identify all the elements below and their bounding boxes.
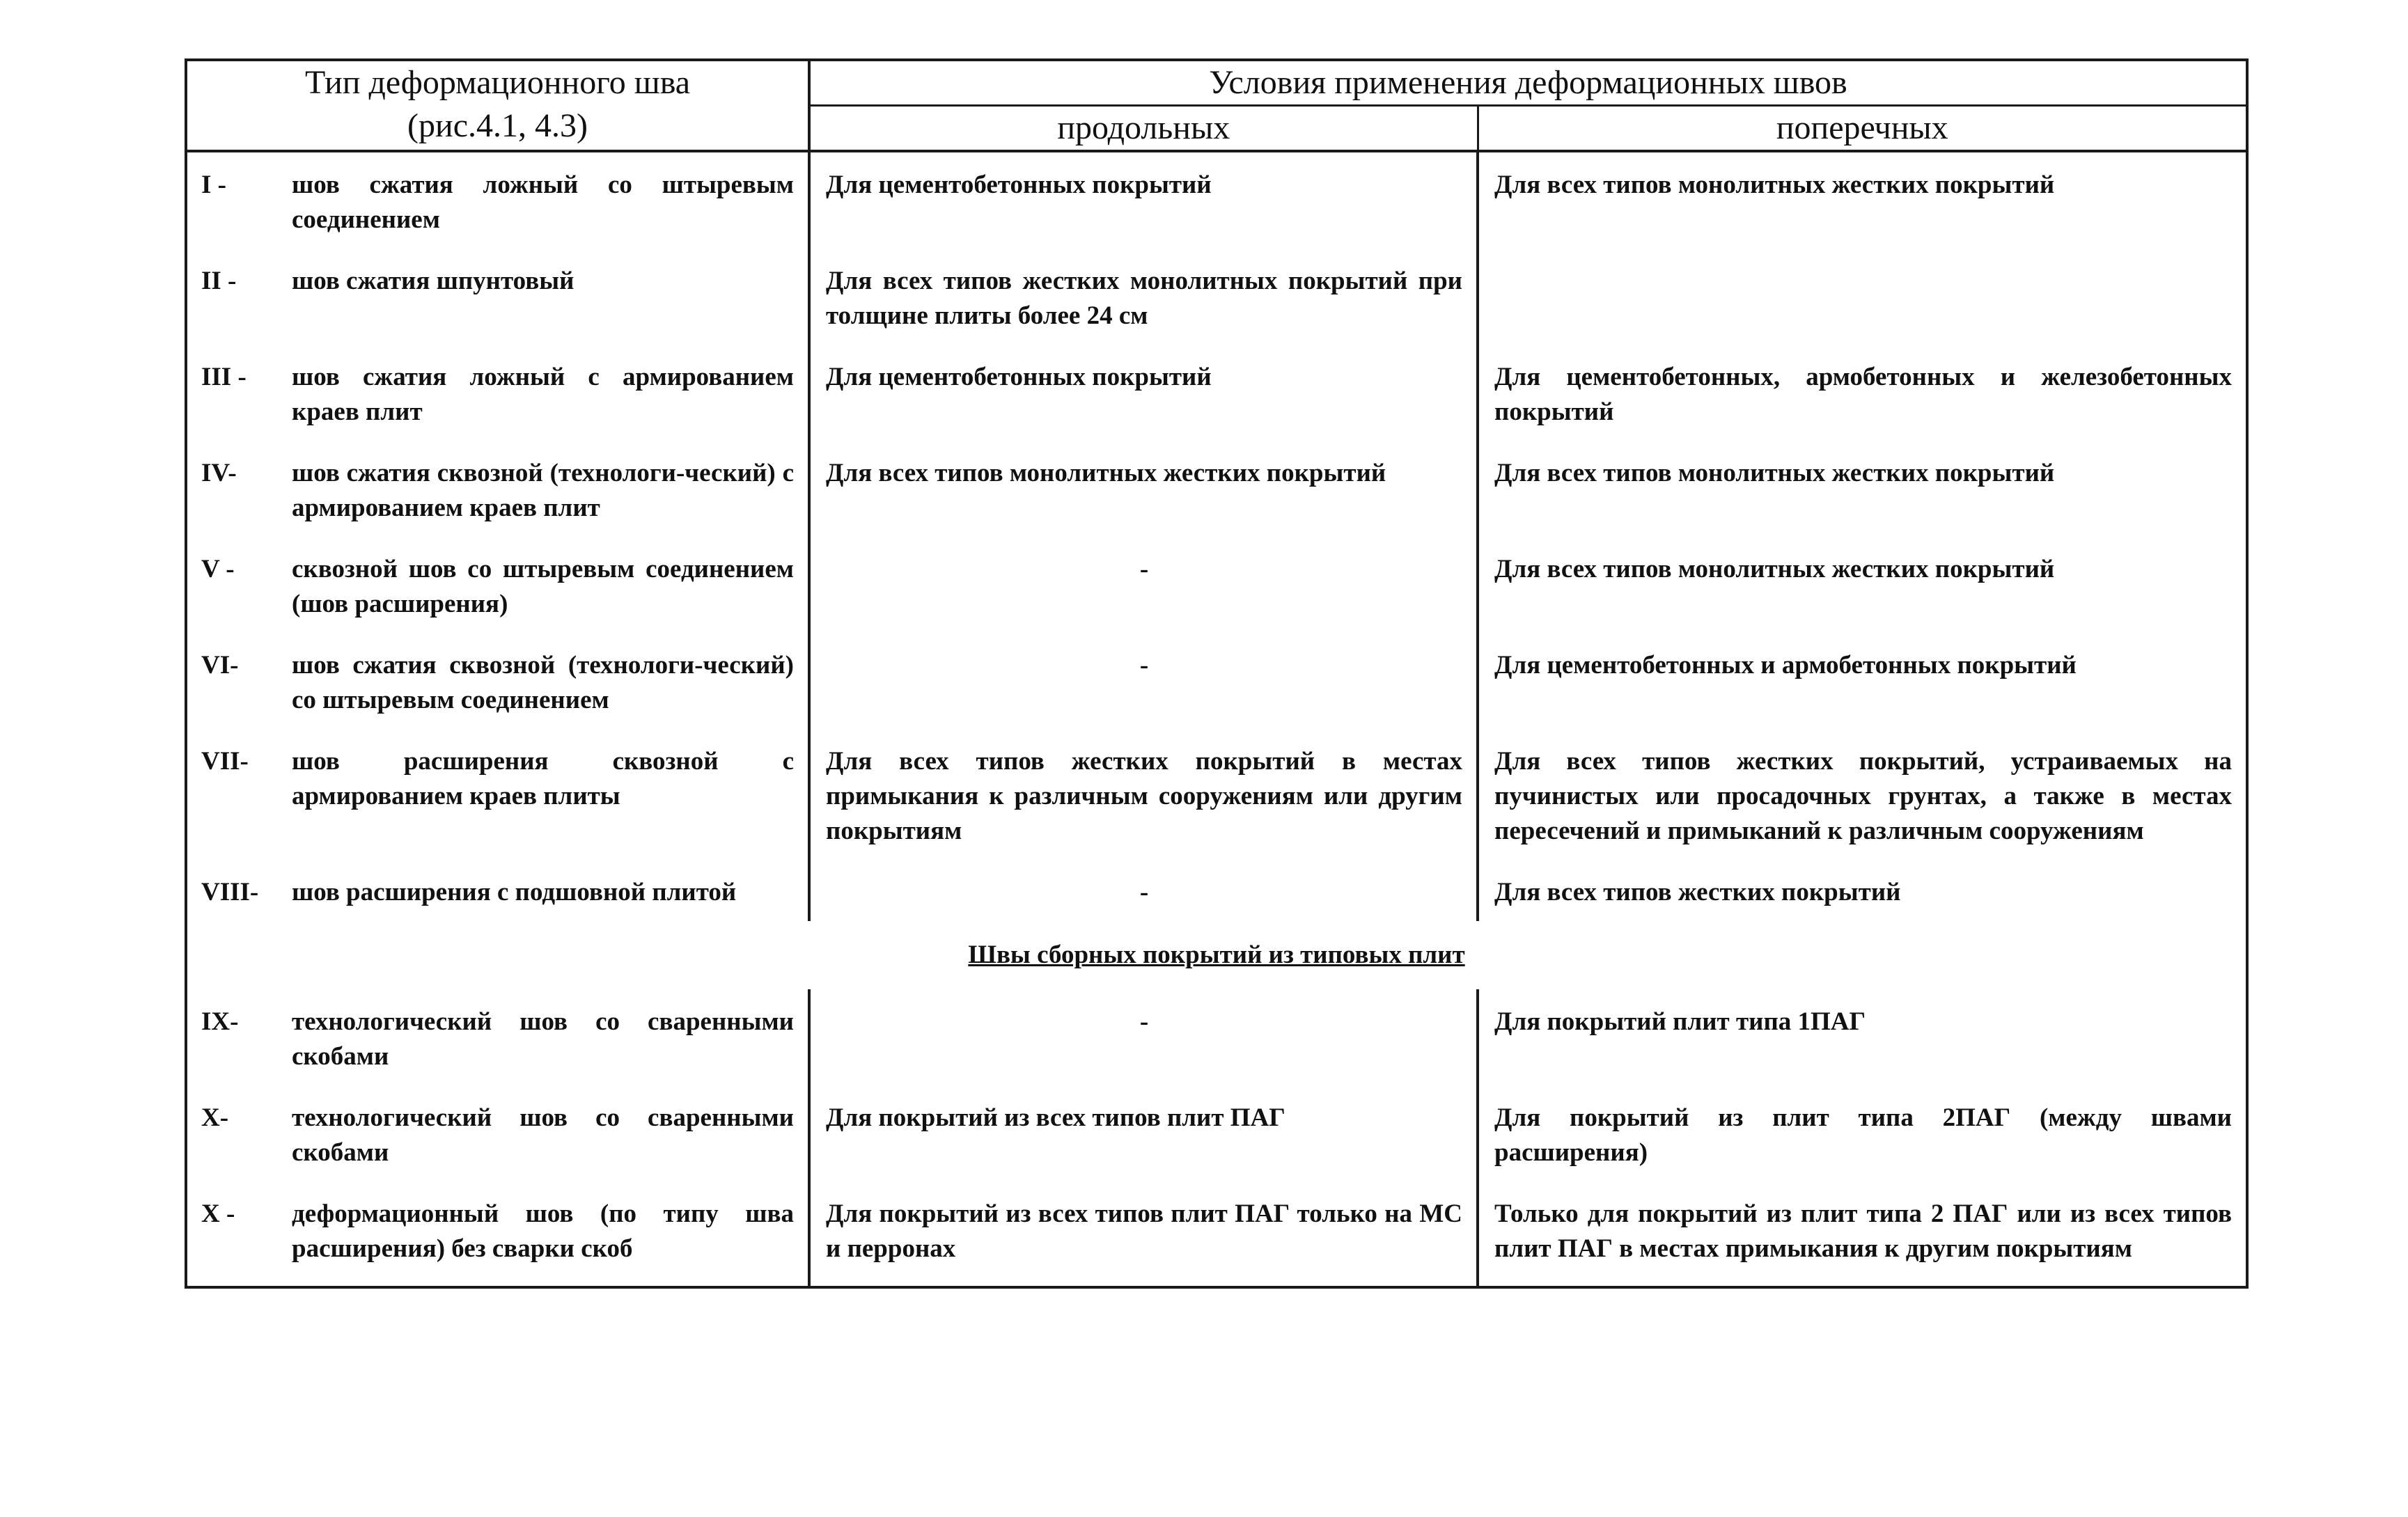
row-number: IX-: [201, 1007, 239, 1036]
row-number: X -: [201, 1200, 235, 1228]
row-transverse: Для всех типов монолитных жестких покрытий: [1494, 459, 2055, 487]
row-number: II -: [201, 267, 237, 295]
table-row: [186, 989, 2247, 1085]
row-transverse: Только для покрытий из плит типа 2 ПАГ или из всех типов плит ПАГ в местах примыкания к другим покрытиям: [1494, 1200, 2232, 1263]
row-longitudinal: -: [1139, 878, 1149, 906]
table-row: [186, 1181, 2247, 1287]
row-transverse: Для всех типов жестких покрытий: [1494, 878, 1901, 906]
row-longitudinal: Для всех типов жестких покрытий в местах примыкания к различным сооружениям или другим покрытиям: [826, 747, 1462, 845]
row-number: X-: [201, 1103, 229, 1132]
row-joint-description: шов расширения сквозной с армированием краев плиты: [292, 747, 794, 810]
table-row: [186, 729, 2247, 860]
row-longitudinal: Для цементобетонных покрытий: [826, 171, 1212, 199]
row-transverse: Для всех типов монолитных жестких покрытий: [1494, 171, 2055, 199]
header-transverse: поперечных: [1478, 106, 2247, 152]
table-row: [186, 441, 2247, 537]
header-longitudinal: продольных: [809, 106, 1478, 152]
row-number: IV-: [201, 459, 237, 487]
row-longitudinal: -: [1139, 555, 1149, 583]
row-number: V -: [201, 555, 235, 583]
row-joint-description: шов сжатия шпунтовый: [292, 267, 574, 295]
table-row: [186, 345, 2247, 441]
row-transverse: Для цементобетонных, армобетонных и железобетонных покрытий: [1494, 363, 2232, 426]
row-joint-description: деформационный шов (по типу шва расширения) без сварки скоб: [292, 1200, 794, 1263]
row-longitudinal: Для покрытий из всех типов плит ПАГ только на МС и перронах: [826, 1200, 1462, 1263]
row-number: VIII-: [201, 878, 259, 906]
header-conditions: Условия применения деформационных швов: [809, 60, 2247, 106]
joints-table: [185, 58, 2249, 1289]
row-joint-description: технологический шов со сваренными скобами: [292, 1103, 794, 1167]
section-heading: Швы сборных покрытий из типовых плит: [968, 941, 1465, 969]
row-transverse: Для всех типов монолитных жестких покрытий: [1494, 555, 2055, 583]
header-type-title: Тип деформационного шва: [304, 64, 691, 101]
row-joint-description: технологический шов со сваренными скобами: [292, 1007, 794, 1071]
row-longitudinal: Для всех типов монолитных жестких покрытий: [826, 459, 1386, 487]
table-row: [186, 860, 2247, 921]
table-row: [186, 633, 2247, 729]
row-joint-description: шов сжатия ложный со штыревым соединением: [292, 171, 794, 234]
table-row: [186, 249, 2247, 345]
row-joint-description: шов расширения с подшовной плитой: [292, 878, 737, 906]
row-transverse: Для всех типов жестких покрытий, устраиваемых на пучинистых или просадочных грунтах, а также в местах пересечений и примыканий к различным сооружениям: [1494, 747, 2232, 845]
row-joint-description: сквозной шов со штыревым соединением (шов расширения): [292, 555, 794, 618]
table-row: [186, 537, 2247, 633]
row-number: VI-: [201, 651, 239, 679]
table-row: [186, 151, 2247, 249]
table-row: [186, 1085, 2247, 1181]
row-joint-description: шов сжатия сквозной (технологи-ческий) с армированием краев плит: [292, 459, 794, 522]
row-joint-description: шов сжатия сквозной (технологи-ческий) со штыревым соединением: [292, 651, 794, 714]
row-longitudinal: -: [1139, 651, 1149, 679]
row-number: I -: [201, 171, 226, 199]
row-longitudinal: -: [1139, 1007, 1149, 1036]
row-longitudinal: Для цементобетонных покрытий: [826, 363, 1212, 391]
row-transverse: Для покрытий из плит типа 2ПАГ (между швами расширения): [1494, 1103, 2232, 1167]
header-type-ref: (рис.4.1, 4.3): [407, 107, 588, 144]
row-transverse: Для цементобетонных и армобетонных покрытий: [1494, 651, 2077, 679]
row-number: VII-: [201, 747, 249, 776]
row-number: III -: [201, 363, 247, 391]
row-joint-description: шов сжатия ложный с армированием краев плит: [292, 363, 794, 426]
header-joint-type: [186, 60, 809, 151]
row-transverse: Для покрытий плит типа 1ПАГ: [1494, 1007, 1866, 1036]
row-longitudinal: Для покрытий из всех типов плит ПАГ: [826, 1103, 1285, 1132]
row-longitudinal: Для всех типов жестких монолитных покрытий при толщине плиты более 24 см: [826, 267, 1462, 330]
section-heading-row: [186, 921, 2247, 989]
